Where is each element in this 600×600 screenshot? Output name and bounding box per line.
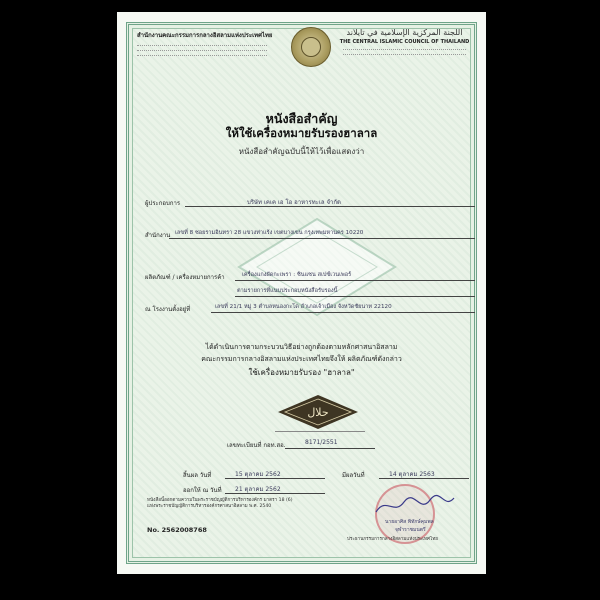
cert-text-line1: ได้ดำเนินการตามกระบวนวิธีอย่างถูกต้องตามหลักศาสนาอิสลาม (205, 343, 398, 351)
certificate-subtitle: ให้ใช้เครื่องหมายรับรองฮาลาล (225, 126, 378, 140)
operator-underline (185, 206, 475, 207)
valid-label: มีผลวันที่ (342, 472, 365, 479)
product-value: เครื่องแกงผัดกะเพรา : ซินแซน สเปซ์เวนเพอร์ (242, 272, 352, 278)
issued-underline (225, 493, 325, 494)
address-underline (169, 238, 475, 239)
left-org-name: สำนักงานคณะกรรมการกลางอิสลามแห่งประเทศไทย (137, 32, 273, 39)
expiry-label: สิ้นผล วันที่ (183, 472, 212, 479)
address-value: เลขที่ 8 ซอยรามอินทรา 28 แขวงท่าแร้ง เขตบางเขน กรุงเทพมหานคร 10220 (175, 230, 364, 236)
legal-line1: หนังสือนี้ออกตามความในพระราชบัญญัติการบริหารองค์กร มาตรา 18 (6) (147, 498, 293, 503)
registration-value: 8171/2551 (305, 439, 338, 446)
certificate-page (117, 12, 486, 574)
signature-icon (372, 492, 457, 520)
product-value-2: ตามรายการที่แนบประกอบหนังสือรับรองนี้ (237, 288, 338, 294)
issued-label: ออกให้ ณ วันที่ (183, 487, 222, 494)
halal-logo-text: حلال (307, 406, 329, 419)
header-left-org (137, 30, 273, 56)
factory-label: ณ โรงงานตั้งอยู่ที่ (145, 306, 191, 313)
valid-underline (379, 478, 469, 479)
operator-value: บริษัท เคเค เอ โอ อาหารทะเล จำกัด (247, 199, 341, 206)
expiry-value: 15 ตุลาคม 2562 (235, 471, 281, 478)
halal-logo-icon (277, 394, 359, 430)
signer-name: นายอาศิส พิทักษ์คุมพล (385, 519, 434, 525)
legal-line2: แห่งพระราชบัญญัติการบริหารองค์กรศาสนาอิสลาม พ.ศ. 2540 (147, 504, 272, 510)
cert-text-line3: ใช้เครื่องหมายรับรอง "ฮาลาล" (248, 368, 355, 377)
certificate-title: หนังสือสำคัญ (265, 111, 338, 126)
issued-value: 21 ตุลาคม 2562 (235, 486, 281, 493)
header-right-org (337, 28, 472, 55)
cert-text-line2: คณะกรรมการกลางอิสลามแห่งประเทศไทยจึงให้ ผลิตภัณฑ์ดังกล่าว (201, 355, 402, 363)
signer-title: จุฬาราชมนตรี (395, 527, 426, 533)
registration-underline (285, 448, 375, 449)
product-underline-2 (235, 296, 475, 297)
left-org-address-lines (137, 42, 267, 56)
certificate-note: หนังสือสำคัญฉบับนี้ให้ไว้เพื่อแสดงว่า (238, 147, 365, 156)
right-org-address-lines (337, 46, 472, 55)
factory-underline (211, 312, 475, 313)
document-number: No. 2562008768 (147, 526, 207, 534)
footer-signer-role: ประธานกรรมการกลางอิสลามแห่งประเทศไทย (347, 537, 438, 542)
expiry-underline (225, 478, 325, 479)
legal-text (147, 498, 347, 511)
right-org-arabic: اللجنة المركزية الإسلامية في تايلاند (346, 28, 463, 37)
valid-value: 14 ตุลาคม 2563 (389, 471, 435, 478)
registration-label: เลขทะเบียนที่ กอท.สอ. (227, 442, 286, 449)
right-org-name: THE CENTRAL ISLAMIC COUNCIL OF THAILAND (339, 39, 470, 45)
address-label: สำนักงาน (145, 232, 171, 239)
product-underline (235, 280, 475, 281)
council-emblem-icon (291, 27, 331, 67)
operator-label: ผู้ประกอบการ (145, 200, 181, 207)
product-label: ผลิตภัณฑ์ / เครื่องหมายการค้า (145, 274, 225, 281)
halal-logo-caption (275, 430, 365, 432)
factory-value: เลขที่ 21/1 หมู่ 3 ตำบลหนองกะโด อำเภอเจ้าเมือง จังหวัดชัยนาท 22120 (215, 304, 392, 310)
